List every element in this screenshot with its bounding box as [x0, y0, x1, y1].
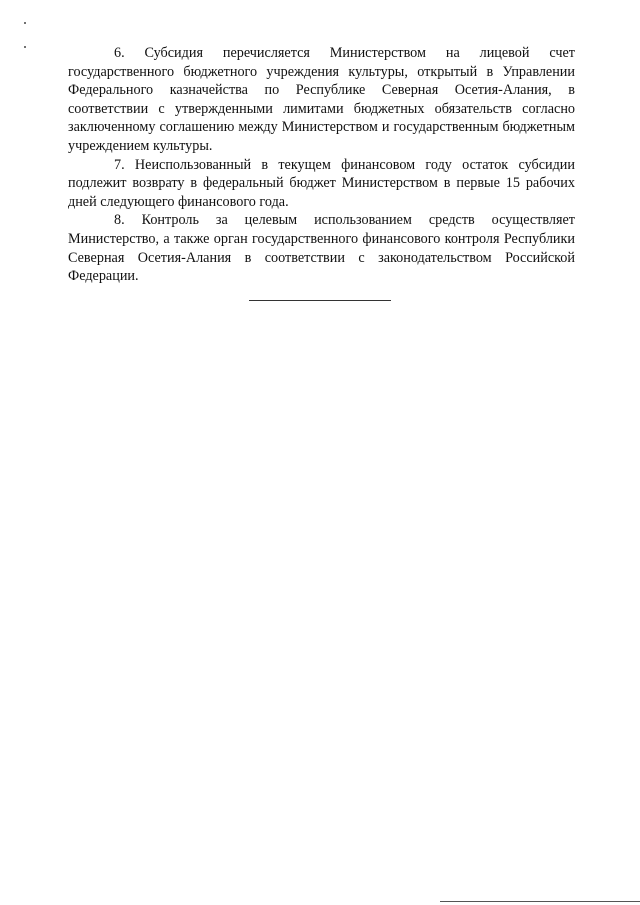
paragraph-7: 7. Неиспользованный в текущем финансовом году остаток субсидии подлежит возврату в федеральный бюджет Министерством в первые 15 рабочих дней следующего финансового года.: [68, 156, 575, 210]
scan-speck: [24, 22, 26, 24]
page-bottom-edge-line: [440, 901, 640, 902]
paragraph-8: 8. Контроль за целевым использованием средств осуществляет Министерство, а также орган государственного финансового контроля Республики Северная Осетия-Алания в соответствии с законодательством Российской Федерации.: [68, 212, 575, 285]
paragraph-6: 6. Субсидия перечисляется Министерством на лицевой счет государственного бюджетного учреждения культуры, открытый в Управлении Федерального казначейства по Республике Северная Осетия-Алания, в соответствии с утвержденными лимитами бюджетных обязательств согласно заключенному соглашению между Министерством и государственным бюджетным учреждением культуры.: [68, 45, 575, 154]
scan-speck: [24, 46, 26, 48]
closing-separator-line: [249, 300, 391, 301]
document-body: [68, 44, 575, 286]
